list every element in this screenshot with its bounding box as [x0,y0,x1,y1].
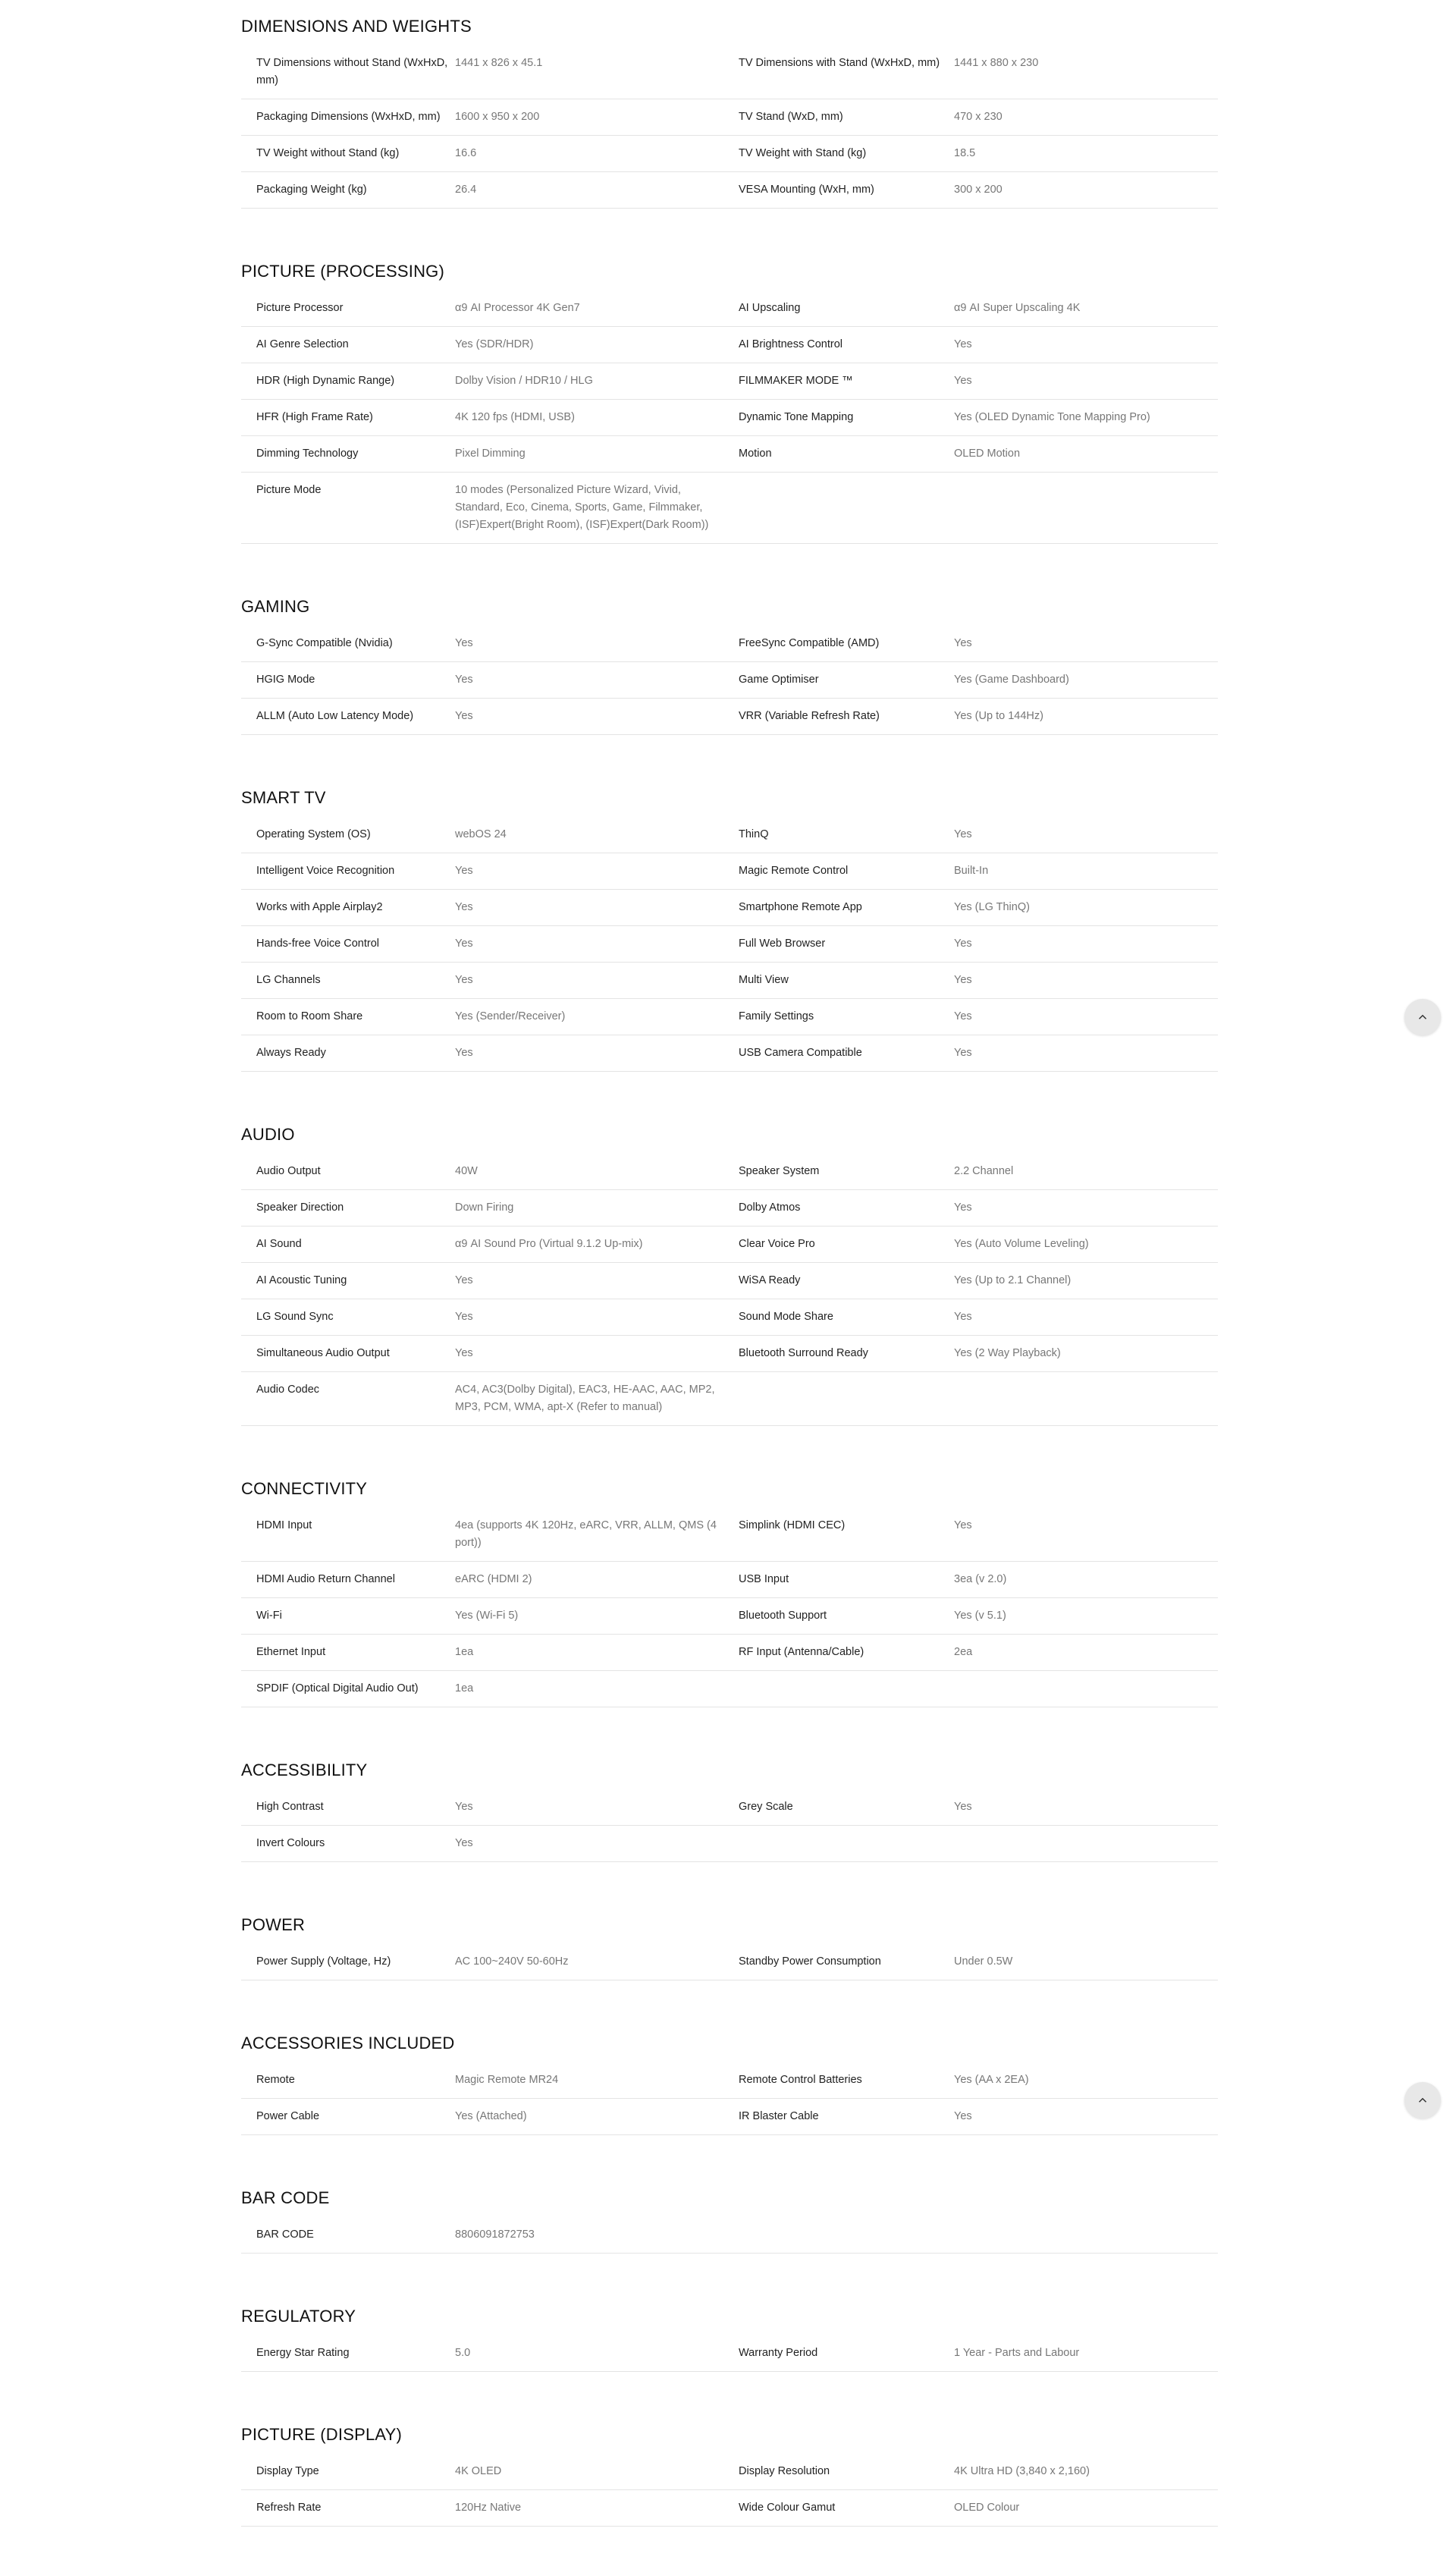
spec-label: Grey Scale [739,1801,793,1813]
spec-row [241,699,1218,735]
spec-label: FreeSync Compatible (AMD) [739,637,880,649]
section-spacer [241,1707,1218,1744]
spec-row [241,1263,1218,1299]
spec-value: 300 x 200 [954,184,1003,196]
spec-label: USB Input [739,1573,789,1585]
section-title: POWER [241,1915,306,1934]
spec-row [241,136,1218,172]
spec-label: Sound Mode Share [739,1311,833,1323]
spec-value: 470 x 230 [954,111,1003,123]
spec-label: Dolby Atmos [739,1201,801,1214]
spec-row [241,2335,1218,2372]
spec-value: Yes [954,1801,972,1813]
spec-label: Smartphone Remote App [739,901,862,913]
spec-section [241,580,1218,771]
spec-row [241,963,1218,999]
spec-value: Yes [455,710,473,722]
spec-value: 4K OLED [455,2465,502,2477]
spec-label: AI Acoustic Tuning [256,1274,347,1286]
spec-section [241,771,1218,1108]
spec-value: Yes [455,1047,473,1059]
spec-label: Full Web Browser [739,938,826,950]
spec-value: Down Firing [455,1201,514,1214]
spec-label: Remote Control Batteries [739,2074,862,2086]
spec-row [241,817,1218,853]
spec-value: 26.4 [455,184,477,196]
spec-label: G-Sync Compatible (Nvidia) [256,637,393,649]
spec-label: ThinQ [739,828,769,840]
section-spacer [241,209,1218,245]
spec-label: Motion [739,448,772,460]
spec-label: HDMI Audio Return Channel [256,1573,395,1585]
section-title: PICTURE (DISPLAY) [241,2425,403,2444]
spec-row [241,1635,1218,1671]
spec-section [241,245,1218,580]
spec-value: Yes (Auto Volume Leveling) [954,1238,1089,1250]
spec-value: 1441 x 826 x 45.1 [455,57,543,69]
spec-label: FILMMAKER MODE ™ [739,375,853,387]
spec-value: 1441 x 880 x 230 [954,57,1039,69]
spec-value: Yes [954,375,972,387]
spec-label: HDMI Input [256,1519,312,1531]
spec-value: Yes [954,637,972,649]
spec-label: Dimming Technology [256,448,359,460]
spec-row [241,1190,1218,1227]
spec-section [241,0,1218,245]
spec-label: AI Upscaling [739,302,801,314]
spec-row [241,1562,1218,1598]
spec-label: Invert Colours [256,1837,325,1849]
spec-value: AC4, AC3(Dolby Digital), EAC3, HE-AAC, AAC, MP2, MP3, PCM, WMA, apt-X (Refer to manual) [455,1384,715,1413]
spec-section [241,1462,1218,1744]
spec-value: Yes [455,637,473,649]
spec-value: 4K 120 fps (HDMI, USB) [455,411,575,423]
spec-row [241,1944,1218,1980]
spec-label: Bluetooth Support [739,1610,827,1622]
spec-label: AI Sound [256,1238,302,1250]
spec-row [241,1508,1218,1562]
spec-value: Magic Remote MR24 [455,2074,559,2086]
section-spacer [241,1862,1218,1899]
spec-value: Yes (Up to 2.1 Channel) [954,1274,1072,1286]
spec-row [241,363,1218,400]
section-title: CONNECTIVITY [241,1479,368,1498]
spec-value: Yes (v 5.1) [954,1610,1006,1622]
spec-label: Intelligent Voice Recognition [256,865,395,877]
spec-label: Packaging Weight (kg) [256,184,367,196]
spec-label: Room to Room Share [256,1010,363,1022]
spec-label: Remote [256,2074,295,2086]
spec-row [241,626,1218,662]
spec-value: 4ea (supports 4K 120Hz, eARC, VRR, ALLM, QMS (4 port)) [455,1519,717,1549]
section-title: PICTURE (PROCESSING) [241,262,445,281]
section-spacer [241,1980,1218,2017]
chevron-up-icon [1416,1010,1429,1024]
spec-value: Yes [954,1311,972,1323]
section-spacer [241,2254,1218,2290]
spec-value: Yes (Sender/Receiver) [455,1010,566,1022]
spec-row [241,1826,1218,1862]
spec-label: Multi View [739,974,789,986]
spec-label: Operating System (OS) [256,828,371,840]
spec-row [241,1035,1218,1072]
spec-label: Power Supply (Voltage, Hz) [256,1955,391,1968]
spec-label: Display Resolution [739,2465,830,2477]
spec-value: 1ea [455,1646,474,1658]
spec-value: 18.5 [954,147,976,159]
spec-value: 3ea (v 2.0) [954,1573,1007,1585]
spec-section [241,2290,1218,2408]
spec-label: TV Dimensions without Stand (WxHxD, mm) [256,57,448,86]
spec-label: Refresh Rate [256,2502,322,2514]
spec-value: Dolby Vision / HDR10 / HLG [455,375,593,387]
spec-row [241,1227,1218,1263]
spec-value: Under 0.5W [954,1955,1013,1968]
spec-label: ALLM (Auto Low Latency Mode) [256,710,414,722]
section-title: ACCESSORIES INCLUDED [241,2034,455,2053]
spec-row [241,2217,1218,2254]
spec-label: Family Settings [739,1010,814,1022]
specs-container [241,0,1218,2563]
spec-label: Energy Star Rating [256,2347,350,2359]
spec-label: Clear Voice Pro [739,1238,815,1250]
spec-label: Always Ready [256,1047,326,1059]
spec-section [241,1744,1218,1899]
spec-section [241,1899,1218,2017]
spec-row [241,1154,1218,1190]
spec-label: USB Camera Compatible [739,1047,862,1059]
spec-value: α9 AI Sound Pro (Virtual 9.1.2 Up-mix) [455,1238,643,1250]
spec-value: webOS 24 [455,828,507,840]
spec-row [241,2099,1218,2135]
spec-value: 120Hz Native [455,2502,522,2514]
spec-value: Yes [455,974,473,986]
spec-label: BAR CODE [256,2228,314,2241]
spec-value: α9 AI Super Upscaling 4K [954,302,1081,314]
spec-label: AI Genre Selection [256,338,349,350]
spec-label: SPDIF (Optical Digital Audio Out) [256,1682,419,1695]
spec-label: Audio Codec [256,1384,320,1396]
spec-value: Yes [954,1201,972,1214]
section-spacer [241,2527,1218,2563]
spec-label: HFR (High Frame Rate) [256,411,373,423]
spec-row [241,1336,1218,1372]
spec-label: High Contrast [256,1801,324,1813]
spec-value: 16.6 [455,147,477,159]
spec-value: 8806091872753 [455,2228,535,2241]
spec-value: Yes [455,1837,473,1849]
spec-row [241,1299,1218,1336]
spec-value: Yes [954,338,972,350]
spec-value: 2ea [954,1646,973,1658]
spec-label: Display Type [256,2465,319,2477]
spec-value: Built-In [954,865,989,877]
section-spacer [241,1426,1218,1462]
spec-row [241,2454,1218,2490]
spec-value: AC 100~240V 50-60Hz [455,1955,569,1968]
spec-value: Yes (Game Dashboard) [954,674,1069,686]
spec-value: Yes [455,1311,473,1323]
spec-value: eARC (HDMI 2) [455,1573,532,1585]
section-spacer [241,2135,1218,2172]
spec-value: 1ea [455,1682,474,1695]
spec-label: Magic Remote Control [739,865,849,877]
section-title: BAR CODE [241,2188,330,2207]
spec-label: Warranty Period [739,2347,818,2359]
spec-label: Game Optimiser [739,674,819,686]
spec-value: Yes [455,674,473,686]
spec-row [241,46,1218,99]
spec-value: Yes [455,865,473,877]
spec-label: Works with Apple Airplay2 [256,901,383,913]
spec-label: Dynamic Tone Mapping [739,411,854,423]
spec-value: Yes (SDR/HDR) [455,338,534,350]
spec-value: Yes [954,828,972,840]
spec-label: Speaker Direction [256,1201,344,1214]
spec-label: Speaker System [739,1165,820,1177]
scroll-to-top-button[interactable] [1404,2082,1441,2119]
spec-label: TV Stand (WxD, mm) [739,111,843,123]
spec-row [241,1372,1218,1426]
spec-label: HGIG Mode [256,674,315,686]
section-title: AUDIO [241,1125,295,1144]
spec-section [241,1108,1218,1462]
section-spacer [241,735,1218,771]
spec-row [241,662,1218,699]
spec-row [241,1598,1218,1635]
spec-row [241,436,1218,473]
spec-row [241,2062,1218,2099]
section-title: SMART TV [241,788,326,807]
spec-value: Yes (AA x 2EA) [954,2074,1029,2086]
spec-row [241,99,1218,136]
spec-row [241,327,1218,363]
spec-section [241,2408,1218,2563]
spec-value: Yes [954,2110,972,2122]
spec-label: Packaging Dimensions (WxHxD, mm) [256,111,441,123]
spec-value: Yes [954,938,972,950]
section-spacer [241,544,1218,580]
spec-label: VESA Mounting (WxH, mm) [739,184,874,196]
spec-value: Yes (Attached) [455,2110,527,2122]
spec-value: Yes (OLED Dynamic Tone Mapping Pro) [954,411,1150,423]
spec-value: 2.2 Channel [954,1165,1014,1177]
spec-value: 1 Year - Parts and Labour [954,2347,1080,2359]
spec-value: Yes [954,974,972,986]
spec-row [241,999,1218,1035]
spec-section [241,2017,1218,2172]
spec-label: LG Channels [256,974,321,986]
spec-label: Picture Processor [256,302,344,314]
section-spacer [241,2372,1218,2408]
spec-value: 5.0 [455,2347,471,2359]
spec-label: Ethernet Input [256,1646,326,1658]
spec-value: 4K Ultra HD (3,840 x 2,160) [954,2465,1090,2477]
spec-label: LG Sound Sync [256,1311,334,1323]
spec-value: Yes (2 Way Playback) [954,1347,1061,1359]
section-spacer [241,1072,1218,1108]
scroll-to-top-button[interactable] [1404,999,1441,1035]
spec-label: Hands-free Voice Control [256,938,379,950]
spec-value: OLED Motion [954,448,1021,460]
chevron-up-icon [1416,2093,1429,2107]
spec-row [241,2490,1218,2527]
spec-label: TV Weight without Stand (kg) [256,147,400,159]
spec-value: 10 modes (Personalized Picture Wizard, Vivid, Standard, Eco, Cinema, Sports, Game, Filmmaker, (ISF)Expert(Bright Room), (ISF)Expert(Dark Room)) [455,484,709,531]
spec-value: 40W [455,1165,478,1177]
spec-label: Power Cable [256,2110,320,2122]
spec-value: α9 AI Processor 4K Gen7 [455,302,580,314]
spec-value: Yes [455,901,473,913]
spec-label: RF Input (Antenna/Cable) [739,1646,864,1658]
section-title: REGULATORY [241,2307,356,2326]
spec-row [241,473,1218,544]
spec-value: Yes [455,1347,473,1359]
spec-label: AI Brightness Control [739,338,843,350]
spec-value: Pixel Dimming [455,448,526,460]
spec-row [241,291,1218,327]
spec-value: OLED Colour [954,2502,1020,2514]
spec-value: Yes (LG ThinQ) [954,901,1030,913]
spec-value: Yes [954,1519,972,1531]
spec-label: Simultaneous Audio Output [256,1347,390,1359]
spec-row [241,890,1218,926]
section-title: GAMING [241,597,310,616]
spec-row [241,1789,1218,1826]
spec-value: 1600 x 950 x 200 [455,111,540,123]
spec-row [241,926,1218,963]
spec-value: Yes (Wi-Fi 5) [455,1610,519,1622]
spec-label: VRR (Variable Refresh Rate) [739,710,880,722]
spec-label: WiSA Ready [739,1274,801,1286]
spec-value: Yes [455,1274,473,1286]
spec-label: Bluetooth Surround Ready [739,1347,868,1359]
spec-value: Yes [954,1010,972,1022]
section-title: DIMENSIONS AND WEIGHTS [241,17,472,36]
spec-label: Simplink (HDMI CEC) [739,1519,846,1531]
spec-label: Standby Power Consumption [739,1955,881,1968]
spec-label: Picture Mode [256,484,322,496]
spec-value: Yes [954,1047,972,1059]
spec-label: Wide Colour Gamut [739,2502,836,2514]
spec-row [241,1671,1218,1707]
spec-label: Audio Output [256,1165,321,1177]
spec-row [241,172,1218,209]
spec-value: Yes [455,1801,473,1813]
spec-row [241,400,1218,436]
spec-value: Yes [455,938,473,950]
section-title: ACCESSIBILITY [241,1760,368,1779]
spec-label: TV Weight with Stand (kg) [739,147,867,159]
spec-label: TV Dimensions with Stand (WxHxD, mm) [739,57,940,69]
spec-label: HDR (High Dynamic Range) [256,375,395,387]
spec-row [241,853,1218,890]
spec-label: IR Blaster Cable [739,2110,819,2122]
spec-label: Wi-Fi [256,1610,282,1622]
spec-value: Yes (Up to 144Hz) [954,710,1043,722]
spec-section [241,2172,1218,2290]
